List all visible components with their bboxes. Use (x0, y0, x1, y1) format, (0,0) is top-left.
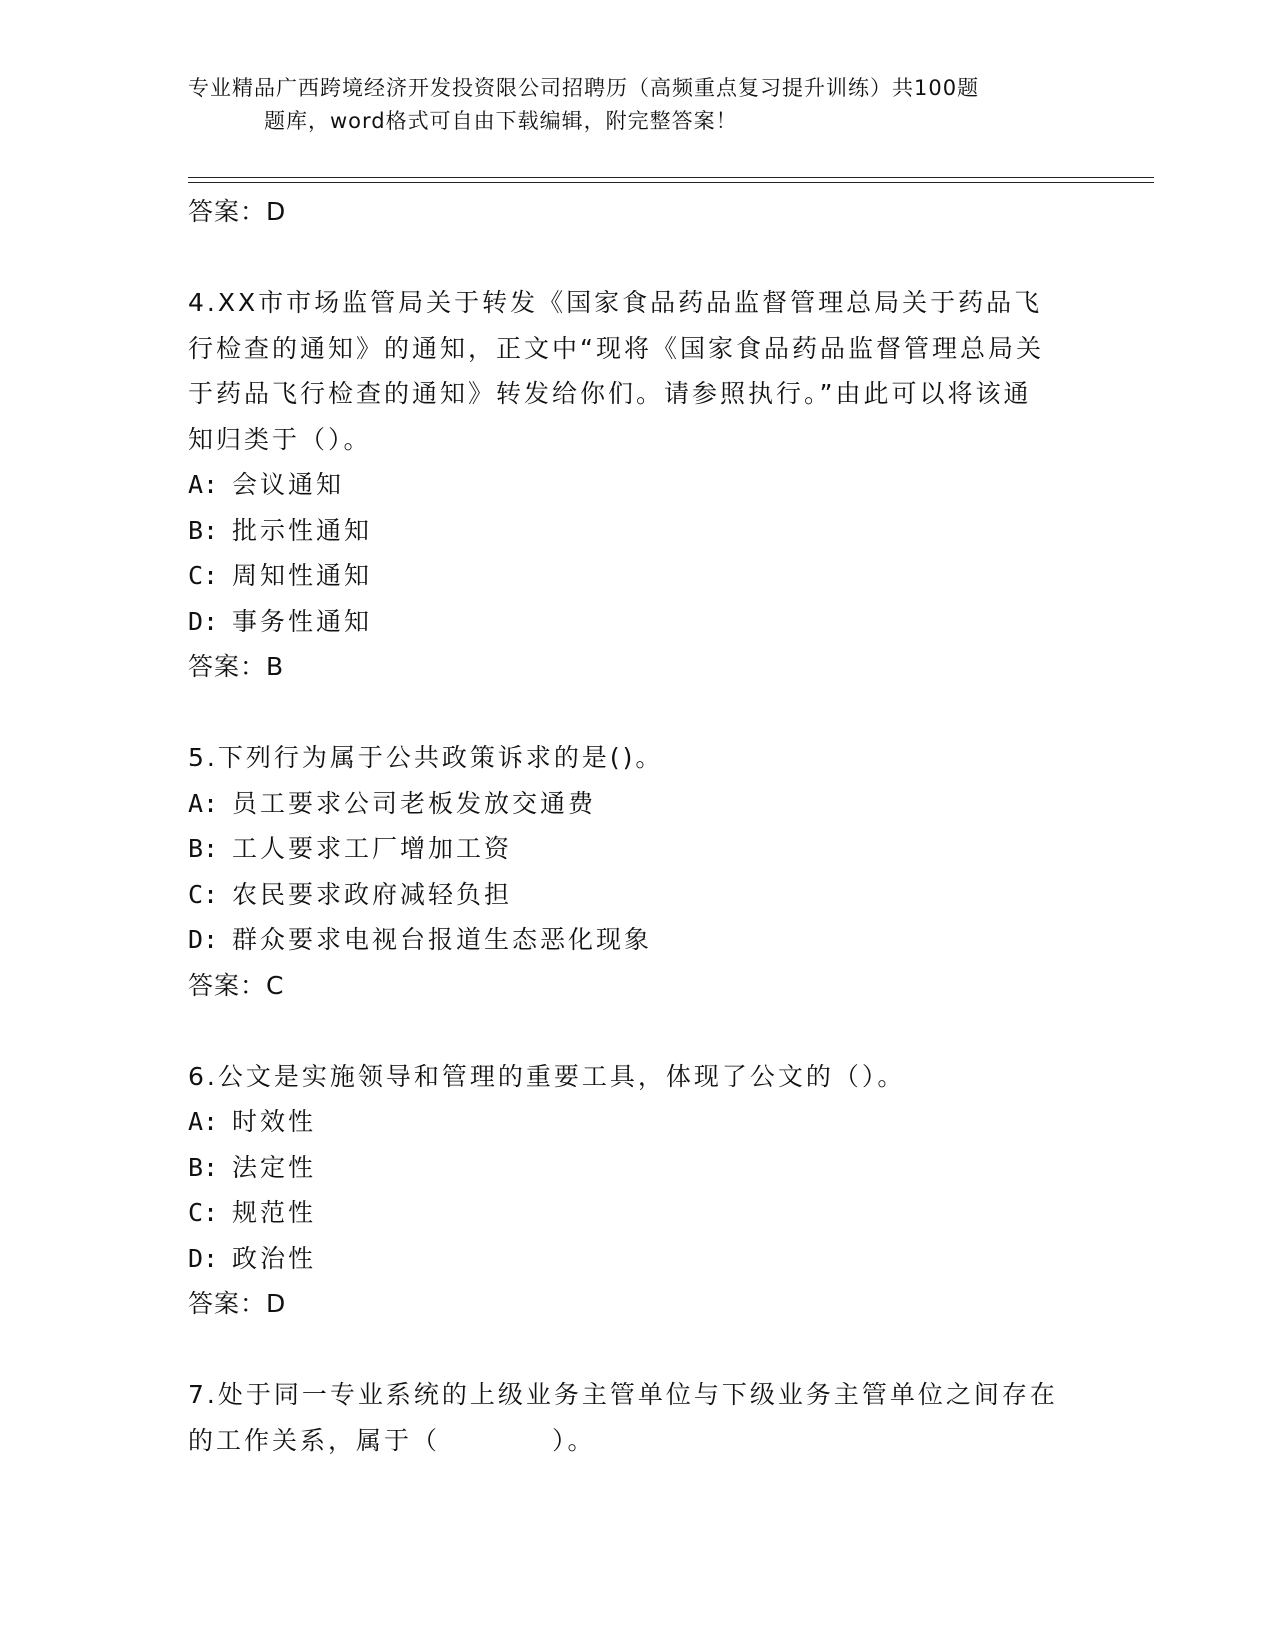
question-5-text: 5.下列行为属于公共政策诉求的是()。 (188, 743, 664, 772)
option-text: 周知性通知 (232, 561, 373, 590)
question-6-text: 6.公文是实施领导和管理的重要工具，体现了公文的（）。 (188, 1061, 906, 1091)
question-6-option-d (188, 1236, 1088, 1282)
header-title-line-1: 专业精品广西跨境经济开发投资限公司招聘历（高频重点复习提升训练）共100题 (188, 76, 980, 100)
answer-line-q4: 答案：B (188, 652, 285, 681)
question-5-option-d (188, 917, 1088, 963)
option-text: 批示性通知 (232, 515, 373, 545)
document-header (188, 72, 1088, 138)
answer-line-q6: 答案：D (188, 1289, 287, 1318)
option-text: 员工要求公司老板发放交通费 (232, 788, 597, 818)
header-title-line-2: 题库，word格式可自由下载编辑，附完整答案！ (264, 109, 738, 133)
option-text: 规范性 (232, 1198, 317, 1227)
option-key: B: (188, 834, 219, 863)
question-5-option-b (188, 826, 1088, 872)
question-4-option-c (188, 553, 1088, 599)
option-text: 法定性 (232, 1152, 317, 1182)
question-4-option-d (188, 599, 1088, 645)
answer-line-q5: 答案：C (188, 970, 285, 1000)
question-7-text: 7.处于同一专业系统的上级业务主管单位与下级业务主管单位之间存在的工作关系，属于（ ）。 (188, 1380, 1058, 1455)
question-4-option-b (188, 508, 1088, 554)
option-key: A: (188, 788, 219, 818)
option-key: B: (188, 1152, 219, 1182)
question-6-option-c (188, 1190, 1088, 1236)
option-key: C: (188, 879, 219, 909)
option-text: 会议通知 (232, 470, 345, 499)
question-4-text: 4.XX市市场监管局关于转发《国家食品药品监督管理总局关于药品飞行检查的通知》的通知，正文中“现将《国家食品药品监督管理总局关于药品飞行检查的通知》转发给你们。请参照执行。”由此可以将该通知归类于（）。 (188, 288, 1044, 454)
option-key: D: (188, 925, 219, 954)
option-text: 时效性 (232, 1107, 317, 1136)
header-divider-bottom (188, 182, 1154, 183)
option-key: D: (188, 606, 219, 636)
question-6-option-b (188, 1145, 1088, 1191)
option-text: 政治性 (232, 1243, 317, 1273)
option-key: A: (188, 470, 219, 499)
question-5-option-a (188, 781, 1088, 827)
question-5-option-c (188, 872, 1088, 918)
option-key: D: (188, 1243, 219, 1273)
answer-line-q3: 答案：D (188, 197, 287, 226)
question-4-option-a (188, 462, 1088, 508)
header-divider-top (188, 177, 1154, 178)
question-list (188, 189, 1088, 1463)
option-key: C: (188, 561, 219, 590)
option-text: 农民要求政府减轻负担 (232, 879, 513, 909)
option-key: C: (188, 1198, 219, 1227)
option-text: 群众要求电视台报道生态恶化现象 (232, 925, 653, 954)
option-text: 工人要求工厂增加工资 (232, 834, 513, 863)
option-key: A: (188, 1107, 219, 1136)
option-text: 事务性通知 (232, 606, 373, 636)
question-6-option-a (188, 1099, 1088, 1145)
option-key: B: (188, 515, 219, 545)
